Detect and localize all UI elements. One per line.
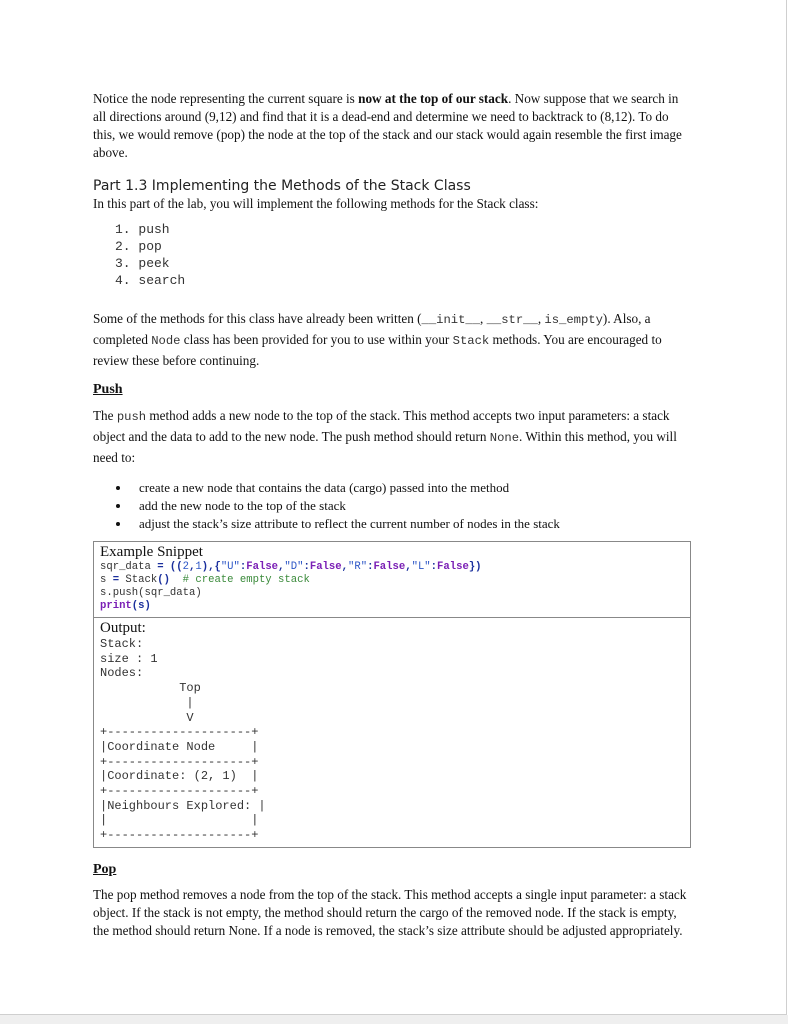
push-paragraph (93, 406, 693, 467)
text: method adds a new node to the top of the stack. This method accepts two input parameters: a stack object and the data to add to the new node. The push method should return (93, 408, 670, 444)
text: ). Also, a completed (93, 311, 651, 347)
method-item-push: 1. push (115, 222, 170, 237)
intro-text-start: Notice the node representing the current square is (93, 91, 359, 106)
intro-text-end: . Now suppose that we search in all directions around (9,12) and find that it is a dead-end and determine we need to backtrack to (8,12). To do this, we would remove (pop) the node at the top of the stack and our stack would again resemble the first image above. (93, 91, 682, 160)
code: False (437, 561, 469, 573)
code: }) (468, 561, 482, 573)
code-init: __init__ (421, 313, 481, 327)
code: , (278, 561, 285, 573)
code: : (430, 561, 438, 573)
code-line-2 (100, 574, 684, 587)
code-line-1 (100, 561, 684, 574)
text: . Within this method, you will need to: (93, 429, 677, 465)
code: Stack (119, 574, 158, 586)
intro-paragraph (93, 90, 693, 162)
method-item-pop: 2. pop (115, 239, 162, 254)
written-methods-paragraph (93, 309, 693, 370)
code: , (405, 561, 412, 573)
code-str: __str__ (486, 313, 538, 327)
bottom-strip (0, 1015, 788, 1024)
push-heading: Push (93, 382, 123, 397)
code: : (239, 561, 247, 573)
code: = (157, 561, 164, 573)
code: "D" (284, 561, 304, 573)
text: , (537, 311, 545, 326)
snippet-title: Example Snippet (100, 544, 203, 560)
code: = (112, 574, 120, 586)
code: , (189, 561, 196, 573)
output-text: Stack: size : 1 Nodes: Top | V +--------------------+ |Coordinate Node | +--------------------+ |Coordinate: (2, 1) | +--------------------+ |Neighbours Explored: | | | +--------------------+ (100, 637, 266, 843)
code: : (367, 561, 374, 573)
intro-bold-text: now at the top of our stack (358, 91, 509, 106)
code: (( (163, 561, 183, 573)
code: "U" (220, 561, 240, 573)
code-push: push (116, 410, 147, 424)
code: "L" (411, 561, 431, 573)
pop-heading: Pop (93, 861, 117, 877)
code: , (341, 561, 348, 573)
push-step-2: • add the new node to the top of the stack (131, 497, 693, 515)
code-line-4 (100, 600, 684, 613)
snippet-code-section (94, 542, 690, 617)
method-item-peek: 3. peek (115, 256, 170, 271)
code-line-3: s.push(sqr_data) (100, 587, 202, 599)
code: : (303, 561, 310, 573)
code: sqr_data (100, 561, 158, 573)
code: 2 (182, 561, 190, 573)
code: 1 (195, 561, 202, 573)
text: The (93, 408, 117, 423)
code: False (309, 561, 342, 573)
pop-paragraph: The pop method removes a node from the top of the stack. This method accepts a single input parameter: a stack object. If the stack is not empty, the method should return the cargo of the removed node. If the stack is empty, the method should return None. If a node is removed, the stack’s size attribute should be adjusted appropriately. (93, 886, 687, 938)
code: (s) (131, 600, 151, 612)
section-intro: In this part of the lab, you will implement the following methods for the Stack class: (93, 196, 539, 211)
text: , (480, 311, 487, 326)
code-node: Node (151, 334, 181, 348)
method-item-search: 4. search (115, 273, 186, 288)
code: s (100, 574, 113, 586)
code: print (100, 600, 132, 612)
code: "R" (348, 561, 368, 573)
text: methods. You are encouraged to review these before continuing. (93, 332, 662, 368)
push-steps-list (131, 479, 693, 533)
code-none: None (489, 431, 520, 445)
code: () (157, 574, 170, 586)
code: # create empty stack (169, 574, 310, 586)
code-stack: Stack (452, 334, 490, 348)
push-step-3: • adjust the stack’s size attribute to reflect the current number of nodes in the stack (131, 515, 693, 533)
code: ),{ (201, 561, 221, 573)
push-step-1: • create a new node that contains the data (cargo) passed into the method (131, 479, 693, 497)
snippet-output-section (94, 617, 690, 847)
code-is-empty: is_empty (544, 313, 603, 327)
code: False (373, 561, 406, 573)
methods-list (115, 221, 693, 289)
text: Some of the methods for this class have already been written ( (93, 311, 422, 326)
section-heading: Part 1.3 Implementing the Methods of the Stack Class (93, 178, 471, 194)
document-content (93, 90, 693, 940)
code: False (246, 561, 279, 573)
text: class has been provided for you to use within your (180, 332, 453, 347)
output-title: Output: (100, 620, 146, 636)
example-snippet-box (93, 541, 691, 848)
